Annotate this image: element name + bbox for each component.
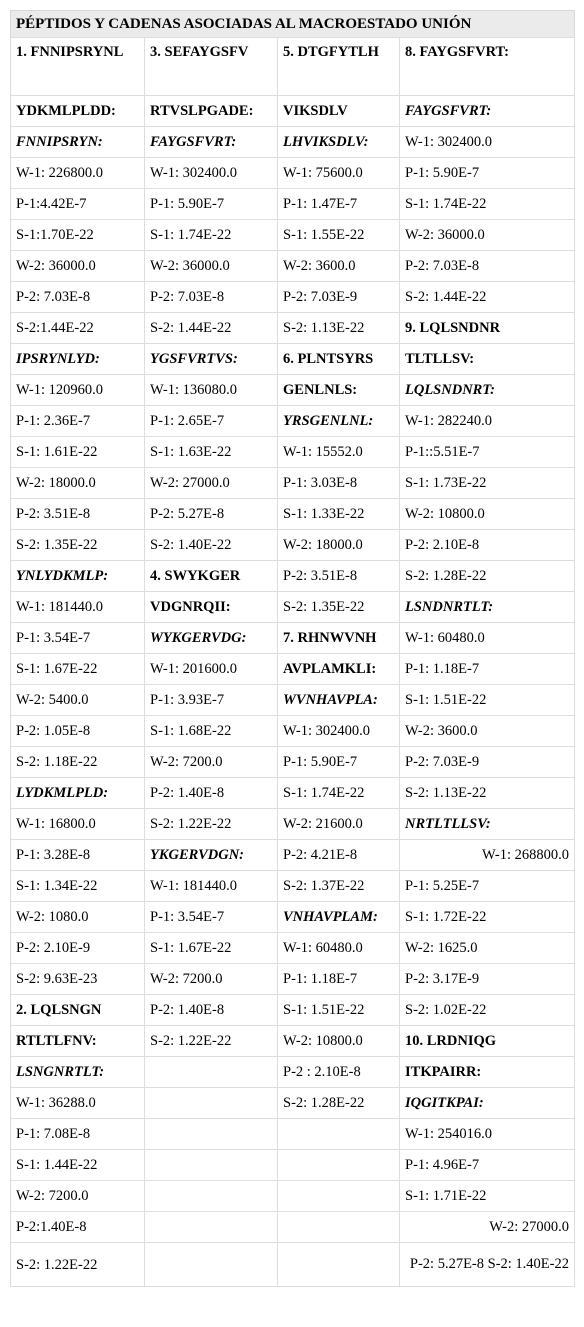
- table-cell: S-1: 1.67E-22: [145, 933, 278, 964]
- table-row: [11, 933, 575, 964]
- table-cell: S-2: 1.44E-22: [400, 282, 575, 313]
- table-cell: FNNIPSRYN:: [11, 127, 145, 158]
- table-cell: S-1: 1.55E-22: [278, 220, 400, 251]
- table-cell: TLTLLSV:: [400, 344, 575, 375]
- table-cell: S-1: 1.63E-22: [145, 437, 278, 468]
- table-cell: P-1: 1.47E-7: [278, 189, 400, 220]
- table-row: [11, 1119, 575, 1150]
- table-cell: YGSFVRTVS:: [145, 344, 278, 375]
- table-cell: [145, 1181, 278, 1212]
- table-cell: FAYGSFVRT:: [400, 96, 575, 127]
- peptide-table: [10, 10, 575, 1287]
- table-cell: P-1: 7.08E-8: [11, 1119, 145, 1150]
- table-row: [11, 778, 575, 809]
- table-cell: S-1: 1.33E-22: [278, 499, 400, 530]
- table-cell: FAYGSFVRT:: [145, 127, 278, 158]
- table-cell: S-1: 1.51E-22: [278, 995, 400, 1026]
- table-cell: IPSRYNLYD:: [11, 344, 145, 375]
- table-row: [11, 189, 575, 220]
- table-cell: P-2: 7.03E-8: [145, 282, 278, 313]
- table-cell: W-1: 226800.0: [11, 158, 145, 189]
- table-cell: GENLNLS:: [278, 375, 400, 406]
- table-header-row: [11, 38, 575, 96]
- table-cell: P-1: 1.18E-7: [400, 654, 575, 685]
- table-cell: P-2: 3.17E-9: [400, 964, 575, 995]
- table-cell: P-1: 3.54E-7: [145, 902, 278, 933]
- table-row: [11, 282, 575, 313]
- header-cell: 3. SEFAYGSFV: [145, 38, 278, 96]
- table-row: [11, 1057, 575, 1088]
- table-cell: 6. PLNTSYRS: [278, 344, 400, 375]
- table-cell: YRSGENLNL:: [278, 406, 400, 437]
- header-cell: 8. FAYGSFVRT:: [400, 38, 575, 96]
- table-cell: VDGNRQII:: [145, 592, 278, 623]
- table-cell: S-2: 1.22E-22: [145, 1026, 278, 1057]
- table-cell: W-1: 254016.0: [400, 1119, 575, 1150]
- table-cell: P-2: 3.51E-8: [11, 499, 145, 530]
- table-cell: W-1: 201600.0: [145, 654, 278, 685]
- table-cell: P-2: 5.27E-8: [145, 499, 278, 530]
- table-row: [11, 96, 575, 127]
- table-cell: LYDKMLPLD:: [11, 778, 145, 809]
- table-cell: P-1: 1.18E-7: [278, 964, 400, 995]
- table-cell: P-2: 1.40E-8: [145, 995, 278, 1026]
- table-row: [11, 251, 575, 282]
- table-cell: W-2: 18000.0: [278, 530, 400, 561]
- table-cell: W-1: 36288.0: [11, 1088, 145, 1119]
- table-cell: S-1:1.70E-22: [11, 220, 145, 251]
- table-cell: P-2: 7.03E-8: [400, 251, 575, 282]
- table-cell: W-2: 21600.0: [278, 809, 400, 840]
- table-cell: 10. LRDNIQG: [400, 1026, 575, 1057]
- table-cell: P-2: 2.10E-8: [400, 530, 575, 561]
- table-cell: S-2: 1.28E-22: [400, 561, 575, 592]
- table-cell: W-2: 7200.0: [145, 964, 278, 995]
- table-cell: W-2: 10800.0: [278, 1026, 400, 1057]
- table-title: PÉPTIDOS Y CADENAS ASOCIADAS AL MACROESTADO UNIÓN: [10, 10, 575, 37]
- table-cell: W-2: 27000.0: [145, 468, 278, 499]
- table-row: [11, 871, 575, 902]
- table-cell: W-2: 10800.0: [400, 499, 575, 530]
- table-cell: P-2: 3.51E-8: [278, 561, 400, 592]
- table-row: [11, 1243, 575, 1287]
- table-cell: LSNGNRTLT:: [11, 1057, 145, 1088]
- table-cell: YNLYDKMLP:: [11, 561, 145, 592]
- table-row: [11, 1026, 575, 1057]
- table-cell: W-1: 16800.0: [11, 809, 145, 840]
- table-cell: W-2: 7200.0: [11, 1181, 145, 1212]
- table-cell: P-2 : 2.10E-8: [278, 1057, 400, 1088]
- table-cell: P-2: 5.27E-8 S-2: 1.40E-22: [400, 1243, 575, 1287]
- table-cell: P-1:4.42E-7: [11, 189, 145, 220]
- table-cell: W-1: 60480.0: [278, 933, 400, 964]
- table-cell: S-1: 1.71E-22: [400, 1181, 575, 1212]
- table-cell: YDKMLPLDD:: [11, 96, 145, 127]
- table-cell: VIKSDLV: [278, 96, 400, 127]
- table-cell: P-1: 3.03E-8: [278, 468, 400, 499]
- table-cell: S-2: 1.22E-22: [145, 809, 278, 840]
- table-cell: W-1: 120960.0: [11, 375, 145, 406]
- table-cell: [145, 1119, 278, 1150]
- table-row: [11, 127, 575, 158]
- table-cell: S-2: 1.28E-22: [278, 1088, 400, 1119]
- table-cell: P-2: 1.05E-8: [11, 716, 145, 747]
- table-cell: S-2: 1.35E-22: [278, 592, 400, 623]
- table-cell: [145, 1088, 278, 1119]
- table-cell: W-2: 5400.0: [11, 685, 145, 716]
- table-cell: S-1: 1.67E-22: [11, 654, 145, 685]
- table-cell: S-1: 1.44E-22: [11, 1150, 145, 1181]
- table-cell: P-1: 5.90E-7: [278, 747, 400, 778]
- table-cell: S-2: 1.22E-22: [11, 1243, 145, 1287]
- table-cell: LQLSNDNRT:: [400, 375, 575, 406]
- table-cell: 7. RHNWVNH: [278, 623, 400, 654]
- table-cell: S-2: 1.40E-22: [145, 530, 278, 561]
- table-cell: S-1: 1.61E-22: [11, 437, 145, 468]
- table-cell: S-2: 1.13E-22: [400, 778, 575, 809]
- table-cell: S-2: 1.35E-22: [11, 530, 145, 561]
- table-cell: 4. SWYKGER: [145, 561, 278, 592]
- table-cell: W-1: 60480.0: [400, 623, 575, 654]
- table-cell: W-1: 302400.0: [400, 127, 575, 158]
- table-cell: P-1: 2.65E-7: [145, 406, 278, 437]
- table-cell: LSNDNRTLT:: [400, 592, 575, 623]
- table-cell: W-1: 75600.0: [278, 158, 400, 189]
- table-cell: S-1: 1.74E-22: [400, 189, 575, 220]
- table-cell: S-1: 1.51E-22: [400, 685, 575, 716]
- table-cell: P-1: 3.28E-8: [11, 840, 145, 871]
- table-row: [11, 220, 575, 251]
- table-cell: W-2: 18000.0: [11, 468, 145, 499]
- table-row: [11, 344, 575, 375]
- table-cell: W-2: 7200.0: [145, 747, 278, 778]
- table-cell: W-2: 36000.0: [400, 220, 575, 251]
- peptide-table-container: [10, 10, 574, 1287]
- table-cell: P-1: 5.25E-7: [400, 871, 575, 902]
- table-cell: W-2: 1625.0: [400, 933, 575, 964]
- table-cell: [278, 1212, 400, 1243]
- table-cell: P-1: 5.90E-7: [400, 158, 575, 189]
- table-cell: [278, 1181, 400, 1212]
- table-cell: P-1: 5.90E-7: [145, 189, 278, 220]
- table-row: [11, 623, 575, 654]
- table-cell: YKGERVDGN:: [145, 840, 278, 871]
- table-row: [11, 158, 575, 189]
- table-cell: W-2: 1080.0: [11, 902, 145, 933]
- table-row: [11, 1212, 575, 1243]
- table-row: [11, 375, 575, 406]
- table-cell: LHVIKSDLV:: [278, 127, 400, 158]
- table-cell: S-1: 1.74E-22: [145, 220, 278, 251]
- table-cell: P-2: 7.03E-8: [11, 282, 145, 313]
- table-cell: 2. LQLSNGN: [11, 995, 145, 1026]
- table-cell: S-1: 1.73E-22: [400, 468, 575, 499]
- table-cell: S-2:1.44E-22: [11, 313, 145, 344]
- table-cell: [278, 1150, 400, 1181]
- table-cell: P-1: 2.36E-7: [11, 406, 145, 437]
- table-cell: W-1: 15552.0: [278, 437, 400, 468]
- table-row: [11, 1150, 575, 1181]
- table-cell: P-2: 7.03E-9: [400, 747, 575, 778]
- table-row: [11, 685, 575, 716]
- table-cell: ITKPAIRR:: [400, 1057, 575, 1088]
- table-cell: S-2: 1.37E-22: [278, 871, 400, 902]
- table-cell: P-1: 3.54E-7: [11, 623, 145, 654]
- table-row: [11, 747, 575, 778]
- table-cell: 9. LQLSNDNR: [400, 313, 575, 344]
- table-row: [11, 313, 575, 344]
- table-cell: W-1: 282240.0: [400, 406, 575, 437]
- table-cell: S-2: 9.63E-23: [11, 964, 145, 995]
- table-row: [11, 530, 575, 561]
- table-row: [11, 995, 575, 1026]
- table-cell: W-1: 268800.0: [400, 840, 575, 871]
- table-row: [11, 964, 575, 995]
- table-cell: W-2: 27000.0: [400, 1212, 575, 1243]
- table-cell: P-2: 7.03E-9: [278, 282, 400, 313]
- table-row: [11, 437, 575, 468]
- table-cell: S-1: 1.74E-22: [278, 778, 400, 809]
- table-cell: P-1: 4.96E-7: [400, 1150, 575, 1181]
- table-cell: RTVSLPGADE:: [145, 96, 278, 127]
- table-body: [11, 96, 575, 1287]
- table-row: [11, 592, 575, 623]
- table-cell: [145, 1057, 278, 1088]
- table-cell: [145, 1243, 278, 1287]
- table-cell: VNHAVPLAM:: [278, 902, 400, 933]
- table-cell: RTLTLFNV:: [11, 1026, 145, 1057]
- table-cell: P-2: 2.10E-9: [11, 933, 145, 964]
- table-cell: WVNHAVPLA:: [278, 685, 400, 716]
- table-row: [11, 1181, 575, 1212]
- table-cell: S-1: 1.68E-22: [145, 716, 278, 747]
- table-cell: W-2: 36000.0: [11, 251, 145, 282]
- table-cell: W-2: 3600.0: [278, 251, 400, 282]
- table-cell: W-1: 302400.0: [145, 158, 278, 189]
- table-row: [11, 716, 575, 747]
- table-cell: P-2: 1.40E-8: [145, 778, 278, 809]
- table-row: [11, 1088, 575, 1119]
- table-cell: S-2: 1.18E-22: [11, 747, 145, 778]
- table-cell: W-1: 181440.0: [11, 592, 145, 623]
- table-cell: S-1: 1.72E-22: [400, 902, 575, 933]
- table-cell: IQGITKPAI:: [400, 1088, 575, 1119]
- table-cell: W-2: 36000.0: [145, 251, 278, 282]
- table-cell: P-1::5.51E-7: [400, 437, 575, 468]
- table-cell: P-2:1.40E-8: [11, 1212, 145, 1243]
- table-cell: NRTLTLLSV:: [400, 809, 575, 840]
- table-row: [11, 902, 575, 933]
- table-row: [11, 809, 575, 840]
- table-cell: WYKGERVDG:: [145, 623, 278, 654]
- table-cell: [278, 1119, 400, 1150]
- table-cell: W-2: 3600.0: [400, 716, 575, 747]
- table-cell: W-1: 302400.0: [278, 716, 400, 747]
- table-row: [11, 654, 575, 685]
- table-cell: S-2: 1.13E-22: [278, 313, 400, 344]
- table-row: [11, 561, 575, 592]
- table-cell: [145, 1150, 278, 1181]
- table-cell: [145, 1212, 278, 1243]
- table-row: [11, 499, 575, 530]
- table-row: [11, 468, 575, 499]
- table-row: [11, 406, 575, 437]
- table-cell: S-1: 1.34E-22: [11, 871, 145, 902]
- table-cell: S-2: 1.44E-22: [145, 313, 278, 344]
- table-cell: [278, 1243, 400, 1287]
- header-cell: 5. DTGFYTLH: [278, 38, 400, 96]
- header-cell: 1. FNNIPSRYNL: [11, 38, 145, 96]
- table-cell: S-2: 1.02E-22: [400, 995, 575, 1026]
- table-cell: W-1: 181440.0: [145, 871, 278, 902]
- table-row: [11, 840, 575, 871]
- table-cell: P-1: 3.93E-7: [145, 685, 278, 716]
- table-cell: W-1: 136080.0: [145, 375, 278, 406]
- table-cell: P-2: 4.21E-8: [278, 840, 400, 871]
- table-cell: AVPLAMKLI:: [278, 654, 400, 685]
